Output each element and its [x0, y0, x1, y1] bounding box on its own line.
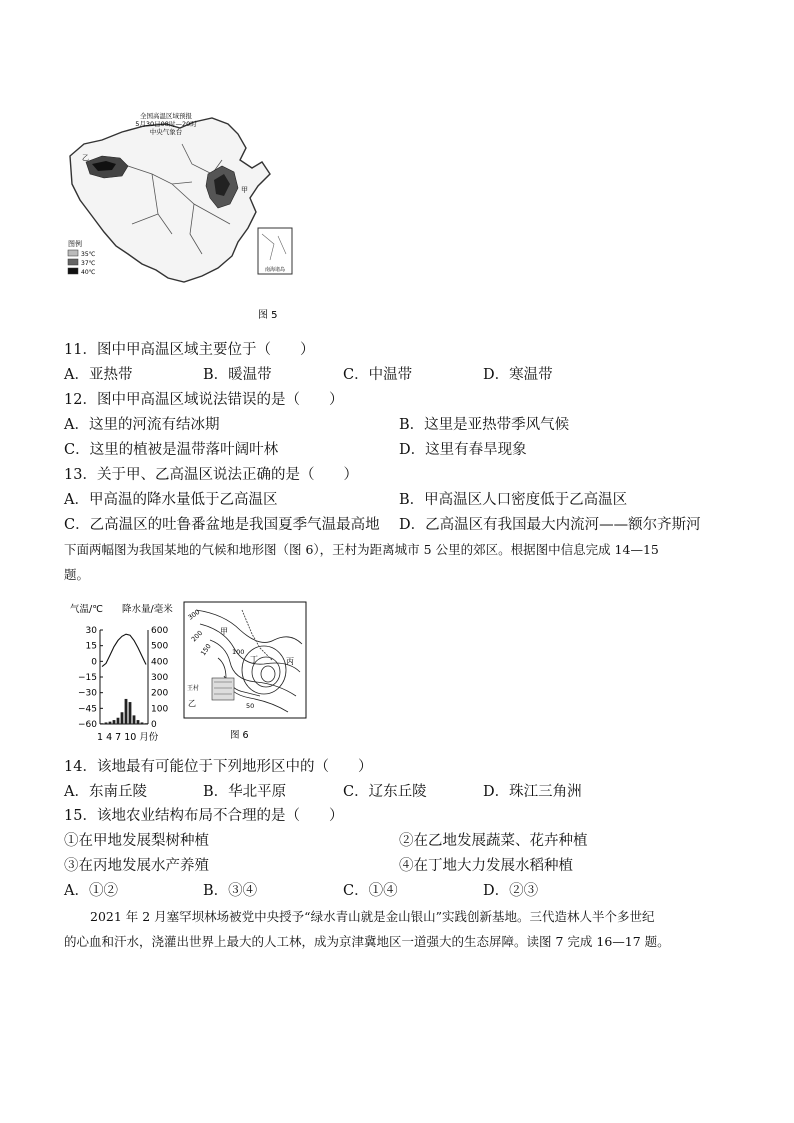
temp-tick-label: −45 — [78, 704, 97, 715]
precipitation-bar — [121, 712, 124, 724]
precipitation-bar — [109, 722, 112, 724]
q12-option-d: D．这里有春旱现象 — [399, 442, 527, 458]
temp-tick-label: −60 — [78, 720, 97, 730]
svg-text:37℃: 37℃ — [81, 260, 96, 267]
svg-text:100: 100 — [232, 648, 245, 656]
precipitation-bar — [133, 715, 136, 724]
q15-option-d: D．②③ — [483, 883, 539, 899]
q11-option-d: D．寒温带 — [483, 367, 553, 383]
temp-tick-label: −30 — [78, 688, 97, 699]
q12-option-c: C．这里的植被是温带落叶阔叶林 — [64, 442, 279, 458]
svg-text:乙: 乙 — [82, 154, 89, 162]
figure-5-map — [62, 104, 298, 326]
right-axis-title: 降水量/毫米 — [122, 604, 173, 615]
figure-5-caption: 图 5 — [258, 310, 278, 321]
contour-map — [184, 602, 306, 718]
q13-option-d: D．乙高温区有我国最大内流河——额尔齐斯河 — [399, 517, 701, 533]
intro-16-17-line1: 2021 年 2 月塞罕坝林场被党中央授予“绿水青山就是金山银山”实践创新基地。三代造林人半个多世纪 — [90, 909, 655, 924]
q14-stem: 14．该地最有可能位于下列地形区中的（ ） — [64, 759, 373, 775]
climate-chart — [78, 626, 168, 730]
svg-text:全国高温区域预报: 全国高温区域预报 — [140, 112, 192, 120]
q14-option-a: A．东南丘陵 — [64, 784, 147, 800]
svg-text:中央气象台: 中央气象台 — [149, 128, 183, 136]
q14-option-b: B．华北平原 — [203, 784, 287, 800]
precipitation-bar — [101, 723, 104, 724]
q11-option-c: C．中温带 — [343, 367, 413, 383]
precipitation-bar — [137, 720, 140, 724]
svg-text:南海诸岛: 南海诸岛 — [264, 267, 286, 273]
precip-tick-label: 300 — [151, 673, 169, 683]
svg-text:35℃: 35℃ — [81, 251, 96, 258]
q11-option-b: B．暖温带 — [203, 367, 272, 383]
svg-text:150: 150 — [199, 642, 213, 658]
precipitation-bar — [113, 720, 116, 724]
q11-option-a: A．亚热带 — [64, 367, 133, 383]
temperature-curve — [102, 634, 146, 666]
q14-option-c: C．辽东丘陵 — [343, 784, 427, 800]
left-axis-title: 气温/℃ — [70, 604, 103, 615]
svg-text:50: 50 — [246, 702, 255, 710]
q15-stem: 15．该地农业结构布局不合理的是（ ） — [64, 808, 344, 824]
q15-option-a: A．①② — [64, 883, 118, 899]
temp-tick-label: 15 — [85, 641, 97, 652]
precipitation-bar — [105, 722, 108, 724]
q15-statement-3: ③在丙地发展水产养殖 — [64, 858, 209, 874]
intro-16-17-line2: 的心血和汗水，浇灌出世界上最大的人工林，成为京津冀地区一道强大的生态屏障。读图 7 完成 16—17 题。 — [64, 934, 670, 949]
svg-text:丙: 丙 — [286, 657, 294, 666]
precip-tick-label: 400 — [151, 657, 169, 668]
q15-option-c: C．①④ — [343, 883, 398, 899]
temp-tick-label: −15 — [78, 673, 97, 683]
q15-option-b: B．③④ — [203, 883, 258, 899]
q13-stem: 13．关于甲、乙高温区说法正确的是（ ） — [64, 467, 358, 483]
temp-tick-label: 0 — [91, 657, 97, 668]
q14-option-d: D．珠江三角洲 — [483, 784, 582, 800]
precipitation-bar — [125, 699, 128, 724]
svg-text:300: 300 — [186, 607, 202, 622]
precip-tick-label: 0 — [151, 720, 157, 730]
q12-option-b: B．这里是亚热带季风气候 — [399, 417, 570, 433]
q11-stem: 11．图中甲高温区域主要位于（ ） — [64, 342, 315, 358]
precip-tick-label: 200 — [151, 688, 169, 699]
precipitation-bar — [117, 718, 120, 724]
precipitation-bar — [129, 702, 132, 724]
precip-tick-label: 500 — [151, 641, 169, 652]
figure-6 — [64, 600, 308, 746]
precip-tick-label: 100 — [151, 704, 169, 715]
precipitation-bar — [141, 722, 144, 724]
china-map-image — [62, 104, 298, 326]
q15-statement-2: ②在乙地发展蔬菜、花卉种植 — [399, 833, 588, 849]
temp-tick-label: 30 — [85, 626, 97, 636]
precipitation-bar — [145, 723, 148, 724]
q13-option-a: A．甲高温的降水量低于乙高温区 — [64, 492, 278, 508]
svg-text:丁: 丁 — [250, 655, 258, 664]
month-axis-labels: 1 4 7 10 月份 — [97, 732, 159, 743]
svg-text:王村: 王村 — [187, 685, 200, 692]
intro-14-15-line2: 题。 — [64, 567, 90, 582]
svg-text:5月30日08时—20时: 5月30日08时—20时 — [135, 120, 197, 128]
svg-text:甲: 甲 — [241, 186, 248, 194]
precip-tick-label: 600 — [151, 626, 169, 636]
figure-6-svg — [64, 600, 308, 746]
q13-option-c: C．乙高温区的吐鲁番盆地是我国夏季气温最高地 — [64, 517, 380, 533]
q12-stem: 12．图中甲高温区域说法错误的是（ ） — [64, 392, 344, 408]
q12-option-a: A．这里的河流有结冰期 — [64, 417, 220, 433]
q13-option-b: B．甲高温区人口密度低于乙高温区 — [399, 492, 628, 508]
q15-statement-4: ④在丁地大力发展水稻种植 — [399, 858, 573, 874]
svg-text:甲: 甲 — [220, 627, 228, 636]
q15-statement-1: ①在甲地发展梨树种植 — [64, 833, 209, 849]
svg-text:图例: 图例 — [68, 240, 82, 248]
svg-text:200: 200 — [189, 628, 205, 644]
svg-text:乙: 乙 — [188, 699, 196, 708]
svg-text:40℃: 40℃ — [81, 269, 96, 276]
figure-6-caption: 图 6 — [230, 730, 249, 741]
intro-14-15-line1: 下面两幅图为我国某地的气候和地形图（图 6），王村为距离城市 5 公里的郊区。根据图中信息完成 14—15 — [64, 542, 659, 557]
